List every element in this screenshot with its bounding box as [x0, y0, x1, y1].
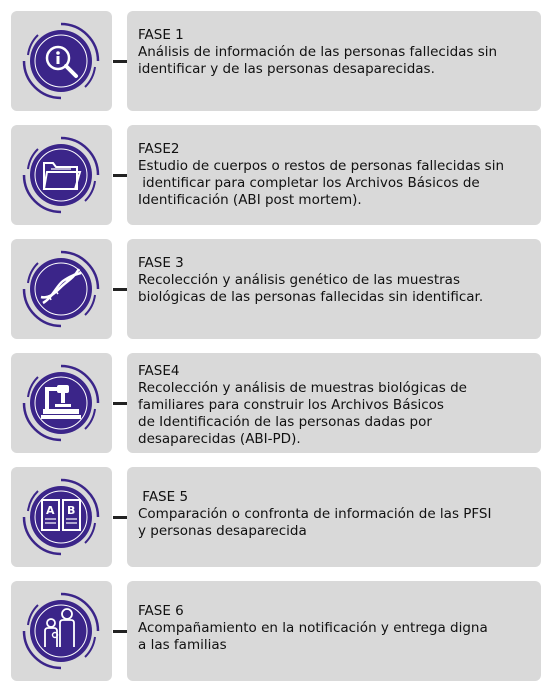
connector-line [113, 288, 127, 291]
phase-2-text-box [127, 125, 541, 225]
dna-icon [11, 239, 112, 339]
folder-icon [11, 125, 112, 225]
phase-2 [0, 125, 551, 225]
phase-description-line: Recolección y análisis de muestras biológicas de [138, 380, 467, 396]
compare-documents-icon [11, 467, 112, 567]
phase-description-line: Comparación o confronta de información de las PFSI [138, 506, 492, 522]
phase-title: FASE 6 [138, 603, 184, 619]
phase-3-text-box [127, 239, 541, 339]
phase-description-line: Estudio de cuerpos o restos de personas fallecidas sin [138, 158, 505, 174]
phase-description-line: Análisis de información de las personas fallecidas sin [138, 44, 498, 60]
phase-description-line: biológicas de las personas fallecidas sin identificar. [138, 289, 484, 305]
phase-title: FASE 3 [138, 255, 184, 271]
phase-6 [0, 581, 551, 681]
phase-description-line: de Identificación de las personas dadas por [138, 414, 432, 430]
phase-title: FASE2 [138, 141, 180, 157]
phase-5-text-box [127, 467, 541, 567]
phase-5 [0, 467, 551, 567]
phase-description-line: a las familias [138, 637, 227, 653]
phase-description-line: Identificación (ABI post mortem). [138, 192, 362, 208]
connector-line [113, 402, 127, 405]
phase-3-icon-box [11, 239, 112, 339]
connector-line [113, 630, 127, 633]
phase-description-line: y personas desaparecida [138, 523, 307, 539]
phase-description-line: identificar y de las personas desaparecidas. [138, 61, 435, 77]
phase-6-icon-box [11, 581, 112, 681]
phase-4-text-box [127, 353, 541, 453]
family-icon [11, 581, 112, 681]
phase-1-text-box [127, 11, 541, 111]
phase-6-text-box [127, 581, 541, 681]
phase-2-icon-box [11, 125, 112, 225]
phase-description-line: identificar para completar los Archivos Básicos de [138, 175, 480, 191]
magnifier-info-icon [11, 11, 112, 111]
phase-4-icon-box [11, 353, 112, 453]
phase-description-line: familiares para construir los Archivos Básicos [138, 397, 444, 413]
phase-title: FASE4 [138, 363, 180, 379]
connector-line [113, 516, 127, 519]
phase-4 [0, 353, 551, 453]
phase-3 [0, 239, 551, 339]
phase-1 [0, 11, 551, 111]
phase-description-line: Acompañamiento en la notificación y entrega digna [138, 620, 488, 636]
phase-title: FASE 5 [138, 489, 189, 505]
svg-text:B: B [67, 504, 76, 517]
phase-description-line: Recolección y análisis genético de las muestras [138, 272, 460, 288]
connector-line [113, 60, 127, 63]
phase-5-icon-box [11, 467, 112, 567]
lab-machine-icon [11, 353, 112, 453]
connector-line [113, 174, 127, 177]
phase-description-line: desaparecidas (ABI-PD). [138, 431, 301, 447]
svg-text:A: A [46, 504, 55, 517]
phase-1-icon-box [11, 11, 112, 111]
phase-title: FASE 1 [138, 27, 184, 43]
